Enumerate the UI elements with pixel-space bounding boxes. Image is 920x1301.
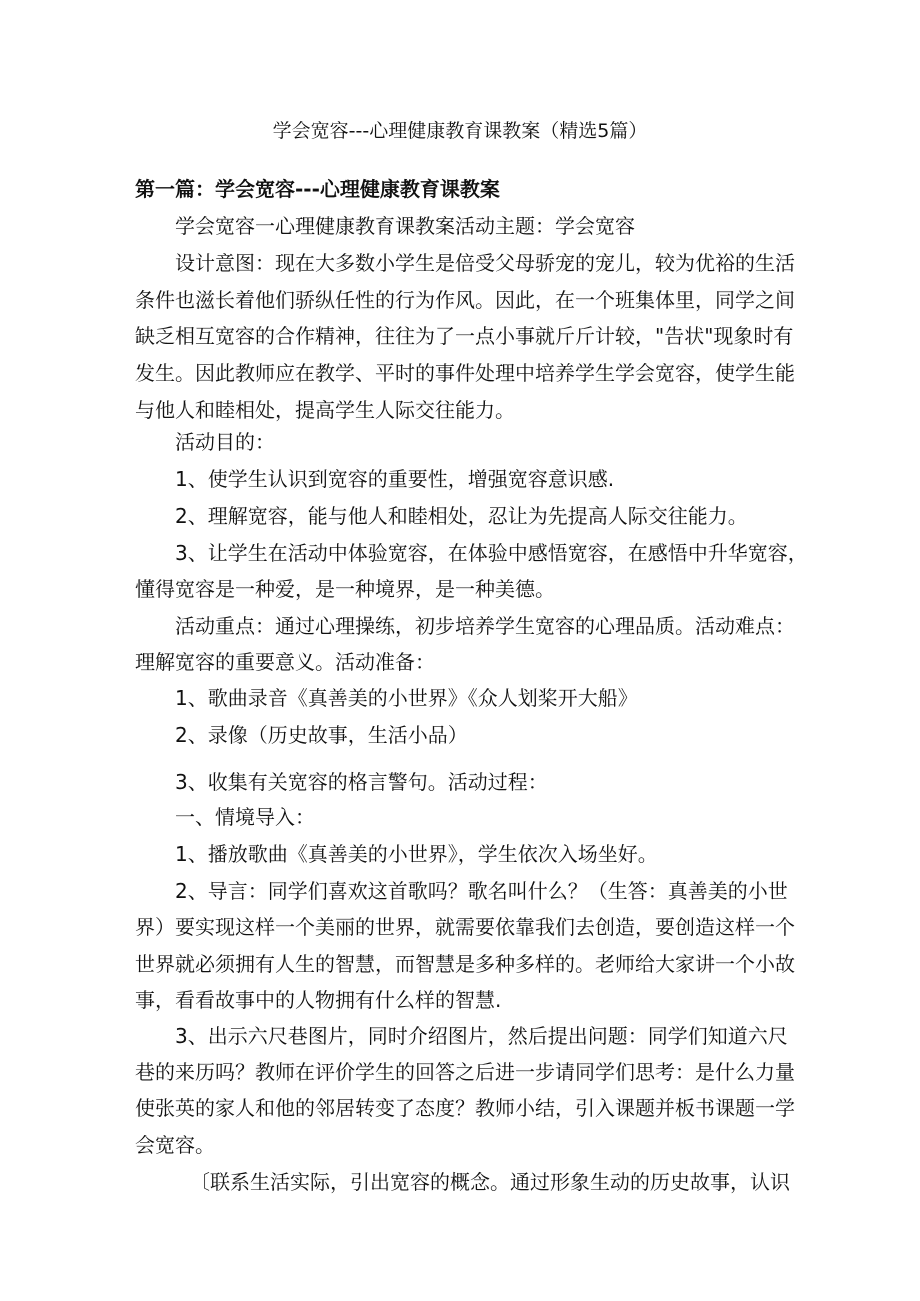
text-line: 巷的来历吗？教师在评价学生的回答之后进一步请同学们思考：是什么力量 — [135, 1060, 795, 1084]
text-line: 1、播放歌曲《真善美的小世界》，学生依次入场坐好。 — [175, 842, 658, 866]
text-line: 会宽容。 — [135, 1133, 215, 1157]
text-line: 设计意图：现在大多数小学生是倍受父母骄宠的宠儿，较为优裕的生活 — [175, 251, 795, 275]
text-line: 使张英的家人和他的邻居转变了态度？教师小结，引入课题并板书课题一学 — [135, 1096, 795, 1120]
text-line: 缺乏相互宽容的合作精神，往往为了一点小事就斤斤计较，"告状"现象时有 — [135, 324, 794, 348]
text-line: 1、使学生认识到宽容的重要性，增强宽容意识感. — [175, 467, 615, 491]
text-line: 懂得宽容是一种爱，是一种境界，是一种美德。 — [135, 577, 555, 601]
text-line: 活动重点：通过心理操练，初步培养学生宽容的心理品质。活动难点： — [175, 614, 795, 638]
text-line: 3、出示六尺巷图片，同时介绍图片，然后提出问题：同学们知道六尺 — [175, 1024, 788, 1048]
text-line: 2、导言：同学们喜欢这首歌吗？歌名叫什么？（生答：真善美的小世 — [175, 879, 788, 903]
text-line: 3、让学生在活动中体验宽容，在体验中感悟宽容，在感悟中升华宽容， — [175, 541, 808, 565]
text-line: 条件也滋长着他们骄纵任性的行为作风。因此，在一个班集体里，同学之间 — [135, 288, 795, 312]
text-line: 〔联系生活实际，引出宽容的概念。通过形象生动的历史故事，认识 — [190, 1170, 790, 1194]
text-line: 发生。因此教师应在教学、平时的事件处理中培养学生学会宽容，使学生能 — [135, 361, 795, 385]
text-line: 界）要实现这样一个美丽的世界，就需要依靠我们去创造，要创造这样一个 — [135, 915, 795, 939]
text-line: 3、收集有关宽容的格言警句。活动过程： — [175, 770, 548, 794]
document-title: 学会宽容---心理健康教育课教案（精选5篇） — [272, 120, 648, 142]
text-line: 一、情境导入： — [175, 805, 315, 829]
text-line: 1、歌曲录音《真善美的小世界》《众人划桨开大船》 — [175, 686, 638, 710]
text-line: 活动目的： — [175, 430, 275, 454]
text-line: 事，看看故事中的人物拥有什么样的智慧. — [135, 988, 502, 1012]
text-line: 与他人和睦相处，提高学生人际交往能力。 — [135, 398, 515, 422]
text-line: 世界就必须拥有人生的智慧，而智慧是多种多样的。老师给大家讲一个小故 — [135, 952, 795, 976]
text-line: 2、理解宽容，能与他人和睦相处，忍让为先提高人际交往能力。 — [175, 504, 748, 528]
text-line: 理解宽容的重要意义。活动准备： — [135, 650, 435, 674]
text-line: 学会宽容一心理健康教育课教案活动主题：学会宽容 — [175, 214, 635, 238]
section-heading: 第一篇：学会宽容---心理健康教育课教案 — [135, 177, 500, 201]
text-line: 2、录像（历史故事，生活小品） — [175, 723, 468, 747]
